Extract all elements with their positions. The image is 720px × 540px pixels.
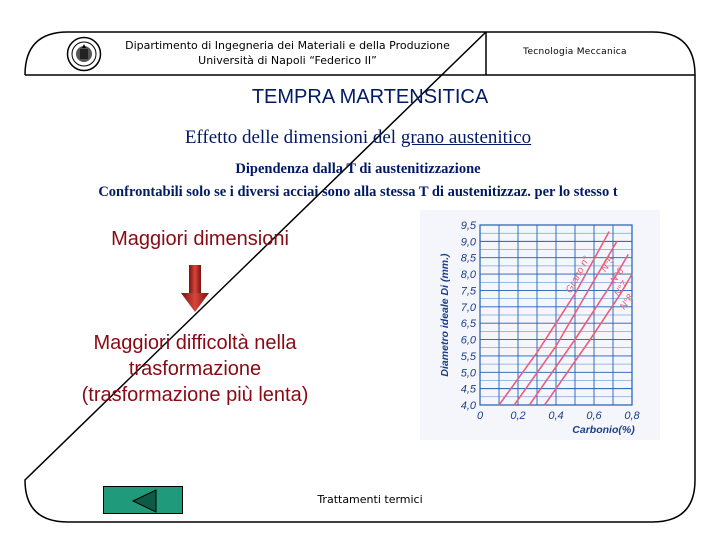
- y-tick-label: 6,0: [460, 334, 476, 347]
- subtitle-underlined: grano austenitico: [400, 127, 532, 148]
- difficulty-line-1: Maggiori difficoltà nella: [93, 332, 297, 354]
- grain-label: Grano n°: [564, 254, 593, 296]
- x-axis-label: Carbonio(%): [572, 424, 635, 436]
- difficulty-text: [35, 330, 355, 408]
- series-annotation: N°8: [617, 292, 637, 312]
- down-arrow-icon: [180, 265, 210, 313]
- slide-title: TEMPRA MARTENSITICA: [251, 86, 489, 108]
- y-tick-label: 4,0: [460, 400, 476, 412]
- y-tick-label: 9,0: [460, 236, 476, 249]
- x-tick-label: 0,2: [510, 410, 526, 422]
- grain-size-chart: [420, 210, 660, 440]
- larger-dimensions-text: Maggiori dimensioni: [111, 228, 289, 250]
- dependence-text: Dipendenza dalla T di austenitizzazione: [235, 161, 481, 177]
- y-tick-label: 5,0: [460, 367, 476, 380]
- department-header: [100, 38, 475, 68]
- y-tick-label: 8,0: [460, 269, 476, 282]
- y-tick-label: 4,5: [460, 383, 476, 396]
- y-tick-label: 8,5: [460, 252, 476, 265]
- department-name: Dipartimento di Ingegneria dei Materiali e della Produzione: [125, 39, 450, 52]
- series-annotation: N°6: [608, 266, 627, 286]
- footer-label: Trattamenti termici: [317, 493, 423, 506]
- y-tick-label: 9,5: [460, 220, 476, 232]
- series-annotation: N°7: [612, 279, 631, 299]
- series-annotation: N°5: [598, 254, 618, 275]
- x-tick-label: 0,6: [586, 410, 602, 422]
- y-axis-label: Diametro ideale Di (mm.): [439, 253, 451, 377]
- comparability-text: Confrontabili solo se i diversi acciai sono alla stessa T di austenitizzaz. per lo stesso t: [98, 184, 618, 200]
- university-name: Università di Napoli “Federico II”: [198, 54, 377, 67]
- x-tick-label: 0: [476, 410, 484, 422]
- y-tick-label: 5,5: [460, 350, 476, 363]
- subtitle-prefix: Effetto delle dimensioni del: [184, 127, 401, 148]
- difficulty-line-3: (trasformazione più lenta): [81, 384, 309, 406]
- back-button[interactable]: [103, 486, 183, 514]
- x-tick-label: 0,8: [624, 410, 640, 422]
- y-tick-label: 7,5: [460, 285, 476, 298]
- x-tick-label: 0,4: [548, 410, 564, 422]
- course-name: Tecnologia Meccanica: [523, 47, 627, 57]
- y-tick-label: 7,0: [460, 301, 476, 314]
- slide-subtitle: [0, 127, 716, 149]
- y-tick-label: 6,5: [460, 318, 476, 331]
- back-triangle-icon: [104, 487, 184, 515]
- university-seal-icon: [66, 36, 102, 72]
- difficulty-line-2: trasformazione: [128, 358, 262, 380]
